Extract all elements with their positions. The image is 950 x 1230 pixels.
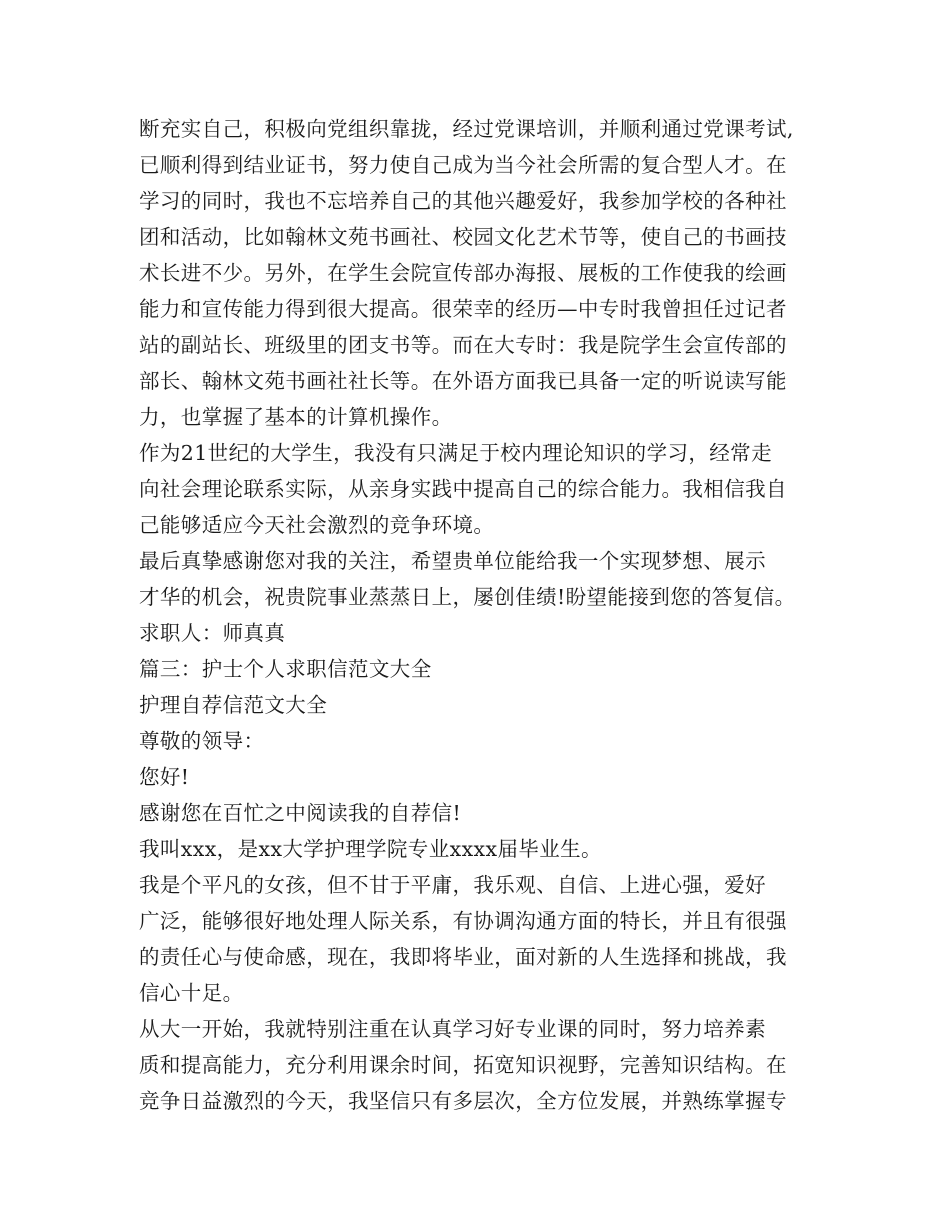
text-line: 已顺利得到结业证书，努力使自己成为当今社会所需的复合型人才。在	[139, 153, 787, 177]
text-line: 信心十足。	[139, 981, 244, 1005]
text-line: 作为21世纪的大学生，我没有只满足于校内理论知识的学习，经常走	[139, 441, 772, 465]
text-line: 求职人：师真真	[139, 621, 286, 645]
text-line: 从大一开始，我就特别注重在认真学习好专业课的同时，努力培养素	[139, 1017, 766, 1041]
text-line: 竞争日益激烈的今天，我坚信只有多层次，全方位发展，并熟练掌握专	[139, 1089, 787, 1113]
text-line: 部长、翰林文苑书画社社长等。在外语方面我已具备一定的听说读写能	[139, 369, 787, 393]
text-line: 最后真挚感谢您对我的关注，希望贵单位能给我一个实现梦想、展示	[139, 549, 766, 573]
text-line: 站的副站长、班级里的团支书等。而在大专时：我是院学生会宣传部的	[139, 333, 787, 357]
text-line: 我叫xxx，是xx大学护理学院专业xxxx届毕业生。	[139, 837, 602, 861]
text-line: 质和提高能力，充分利用课余时间，拓宽知识视野，完善知识结构。在	[139, 1053, 787, 1077]
text-line: 学习的同时，我也不忘培养自己的其他兴趣爱好，我参加学校的各种社	[139, 189, 787, 213]
salutation: 尊敬的领导：	[139, 729, 265, 753]
text-line: 力，也掌握了基本的计算机操作。	[139, 405, 453, 429]
text-line: 广泛，能够很好地处理人际关系，有协调沟通方面的特长，并且有很强	[139, 909, 787, 933]
text-line: 感谢您在百忙之中阅读我的自荐信!	[139, 801, 462, 825]
letter-title: 护理自荐信范文大全	[139, 693, 328, 717]
text-line: 向社会理论联系实际，从亲身实践中提高自己的综合能力。我相信我自	[139, 477, 787, 501]
text-line: 团和活动，比如翰林文苑书画社、校园文化艺术节等，使自己的书画技	[139, 225, 787, 249]
section-heading: 篇三：护士个人求职信范文大全	[139, 657, 432, 681]
greeting: 您好!	[139, 765, 190, 789]
text-line: 断充实自己，积极向党组织靠拢，经过党课培训，并顺利通过党课考试,	[139, 117, 794, 141]
text-line: 我是个平凡的女孩，但不甘于平庸，我乐观、自信、上进心强，爱好	[139, 873, 766, 897]
text-line: 术长进不少。另外，在学生会院宣传部办海报、展板的工作使我的绘画	[139, 261, 787, 285]
text-line: 能力和宣传能力得到很大提高。很荣幸的经历—中专时我曾担任过记者	[139, 297, 787, 321]
text-line: 的责任心与使命感，现在，我即将毕业，面对新的人生选择和挑战，我	[139, 945, 787, 969]
text-line: 己能够适应今天社会激烈的竞争环境。	[139, 513, 495, 537]
text-line: 才华的机会，祝贵院事业蒸蒸日上，屡创佳绩!盼望能接到您的答复信。	[139, 585, 796, 609]
